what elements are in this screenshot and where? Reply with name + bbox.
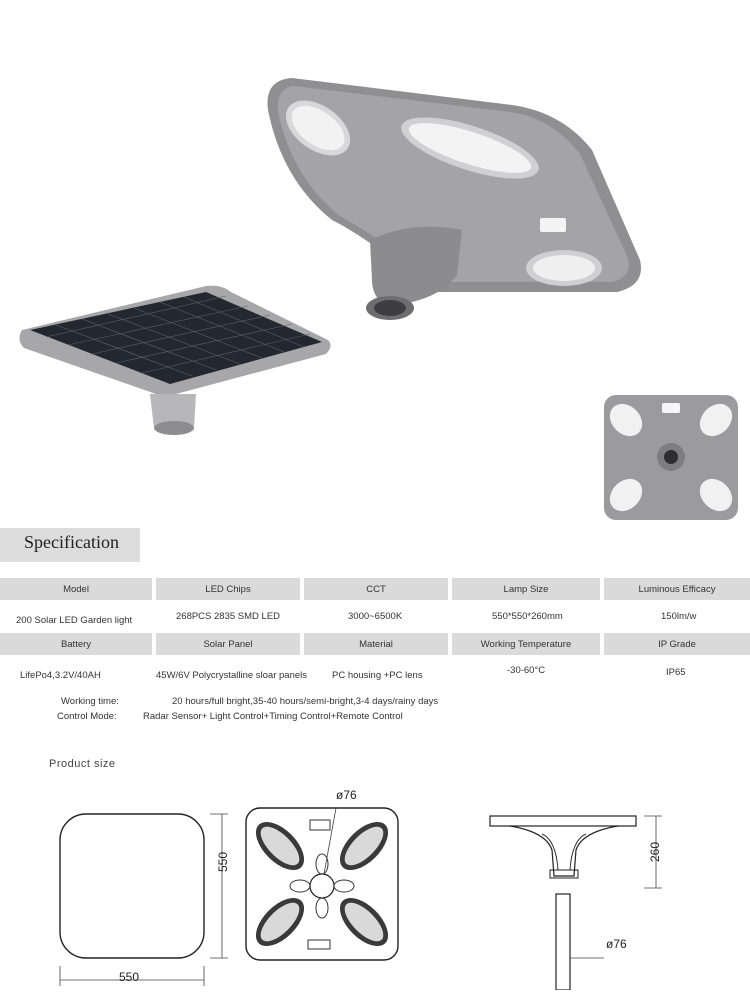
header-material: Material	[304, 633, 448, 655]
value-ip-grade: IP65	[666, 667, 686, 678]
value-model: 200 Solar LED Garden light	[16, 615, 133, 626]
header-ip-grade: IP Grade	[604, 633, 750, 655]
header-lamp-size: Lamp Size	[452, 578, 600, 600]
header-led-chips: LED Chips	[156, 578, 300, 600]
value-working-temperature: -30-60°C	[507, 665, 546, 676]
value-battery: LifePo4,3.2V/40AH	[20, 670, 101, 681]
control-mode-value: Radar Sensor+ Light Control+Timing Control+Remote Control	[143, 711, 403, 722]
width-dimension-label: 550	[119, 970, 140, 984]
product-size-title: Product size	[49, 758, 116, 770]
value-luminous-efficacy: 150lm/w	[661, 611, 697, 622]
top-diameter-label: ø76	[336, 788, 357, 802]
spec-title: Specification	[24, 532, 119, 552]
bottom-view-drawing	[244, 806, 404, 964]
header-working-temperature: Working Temperature	[452, 633, 600, 655]
side-height-label: 260	[648, 841, 662, 862]
top-view-outline-drawing	[50, 808, 240, 988]
control-mode-label: Control Mode:	[57, 711, 117, 722]
working-time-value: 20 hours/full bright,35-40 hours/semi-bright,3-4 days/rainy days	[172, 696, 439, 707]
value-solar-panel: 45W/6V Polycrystalline sloar panels	[156, 670, 308, 681]
solar-panel-photo	[16, 282, 336, 442]
pole-diameter-label: ø76	[606, 937, 627, 951]
header-solar-panel: Solar Panel	[156, 633, 300, 655]
side-view-drawing	[486, 810, 666, 990]
height-dimension-label: 550	[216, 851, 230, 872]
working-time-label: Working time:	[61, 696, 119, 707]
header-cct: CCT	[304, 578, 448, 600]
value-led-chips: 268PCS 2835 SMD LED	[176, 611, 281, 622]
lamp-bottom-view-photo	[604, 395, 738, 520]
value-lamp-size: 550*550*260mm	[492, 611, 563, 622]
header-luminous-efficacy: Luminous Efficacy	[604, 578, 750, 600]
value-material: PC housing +PC lens	[332, 670, 423, 681]
header-model: Model	[0, 578, 152, 600]
header-battery: Battery	[0, 633, 152, 655]
value-cct: 3000~6500K	[348, 611, 403, 622]
